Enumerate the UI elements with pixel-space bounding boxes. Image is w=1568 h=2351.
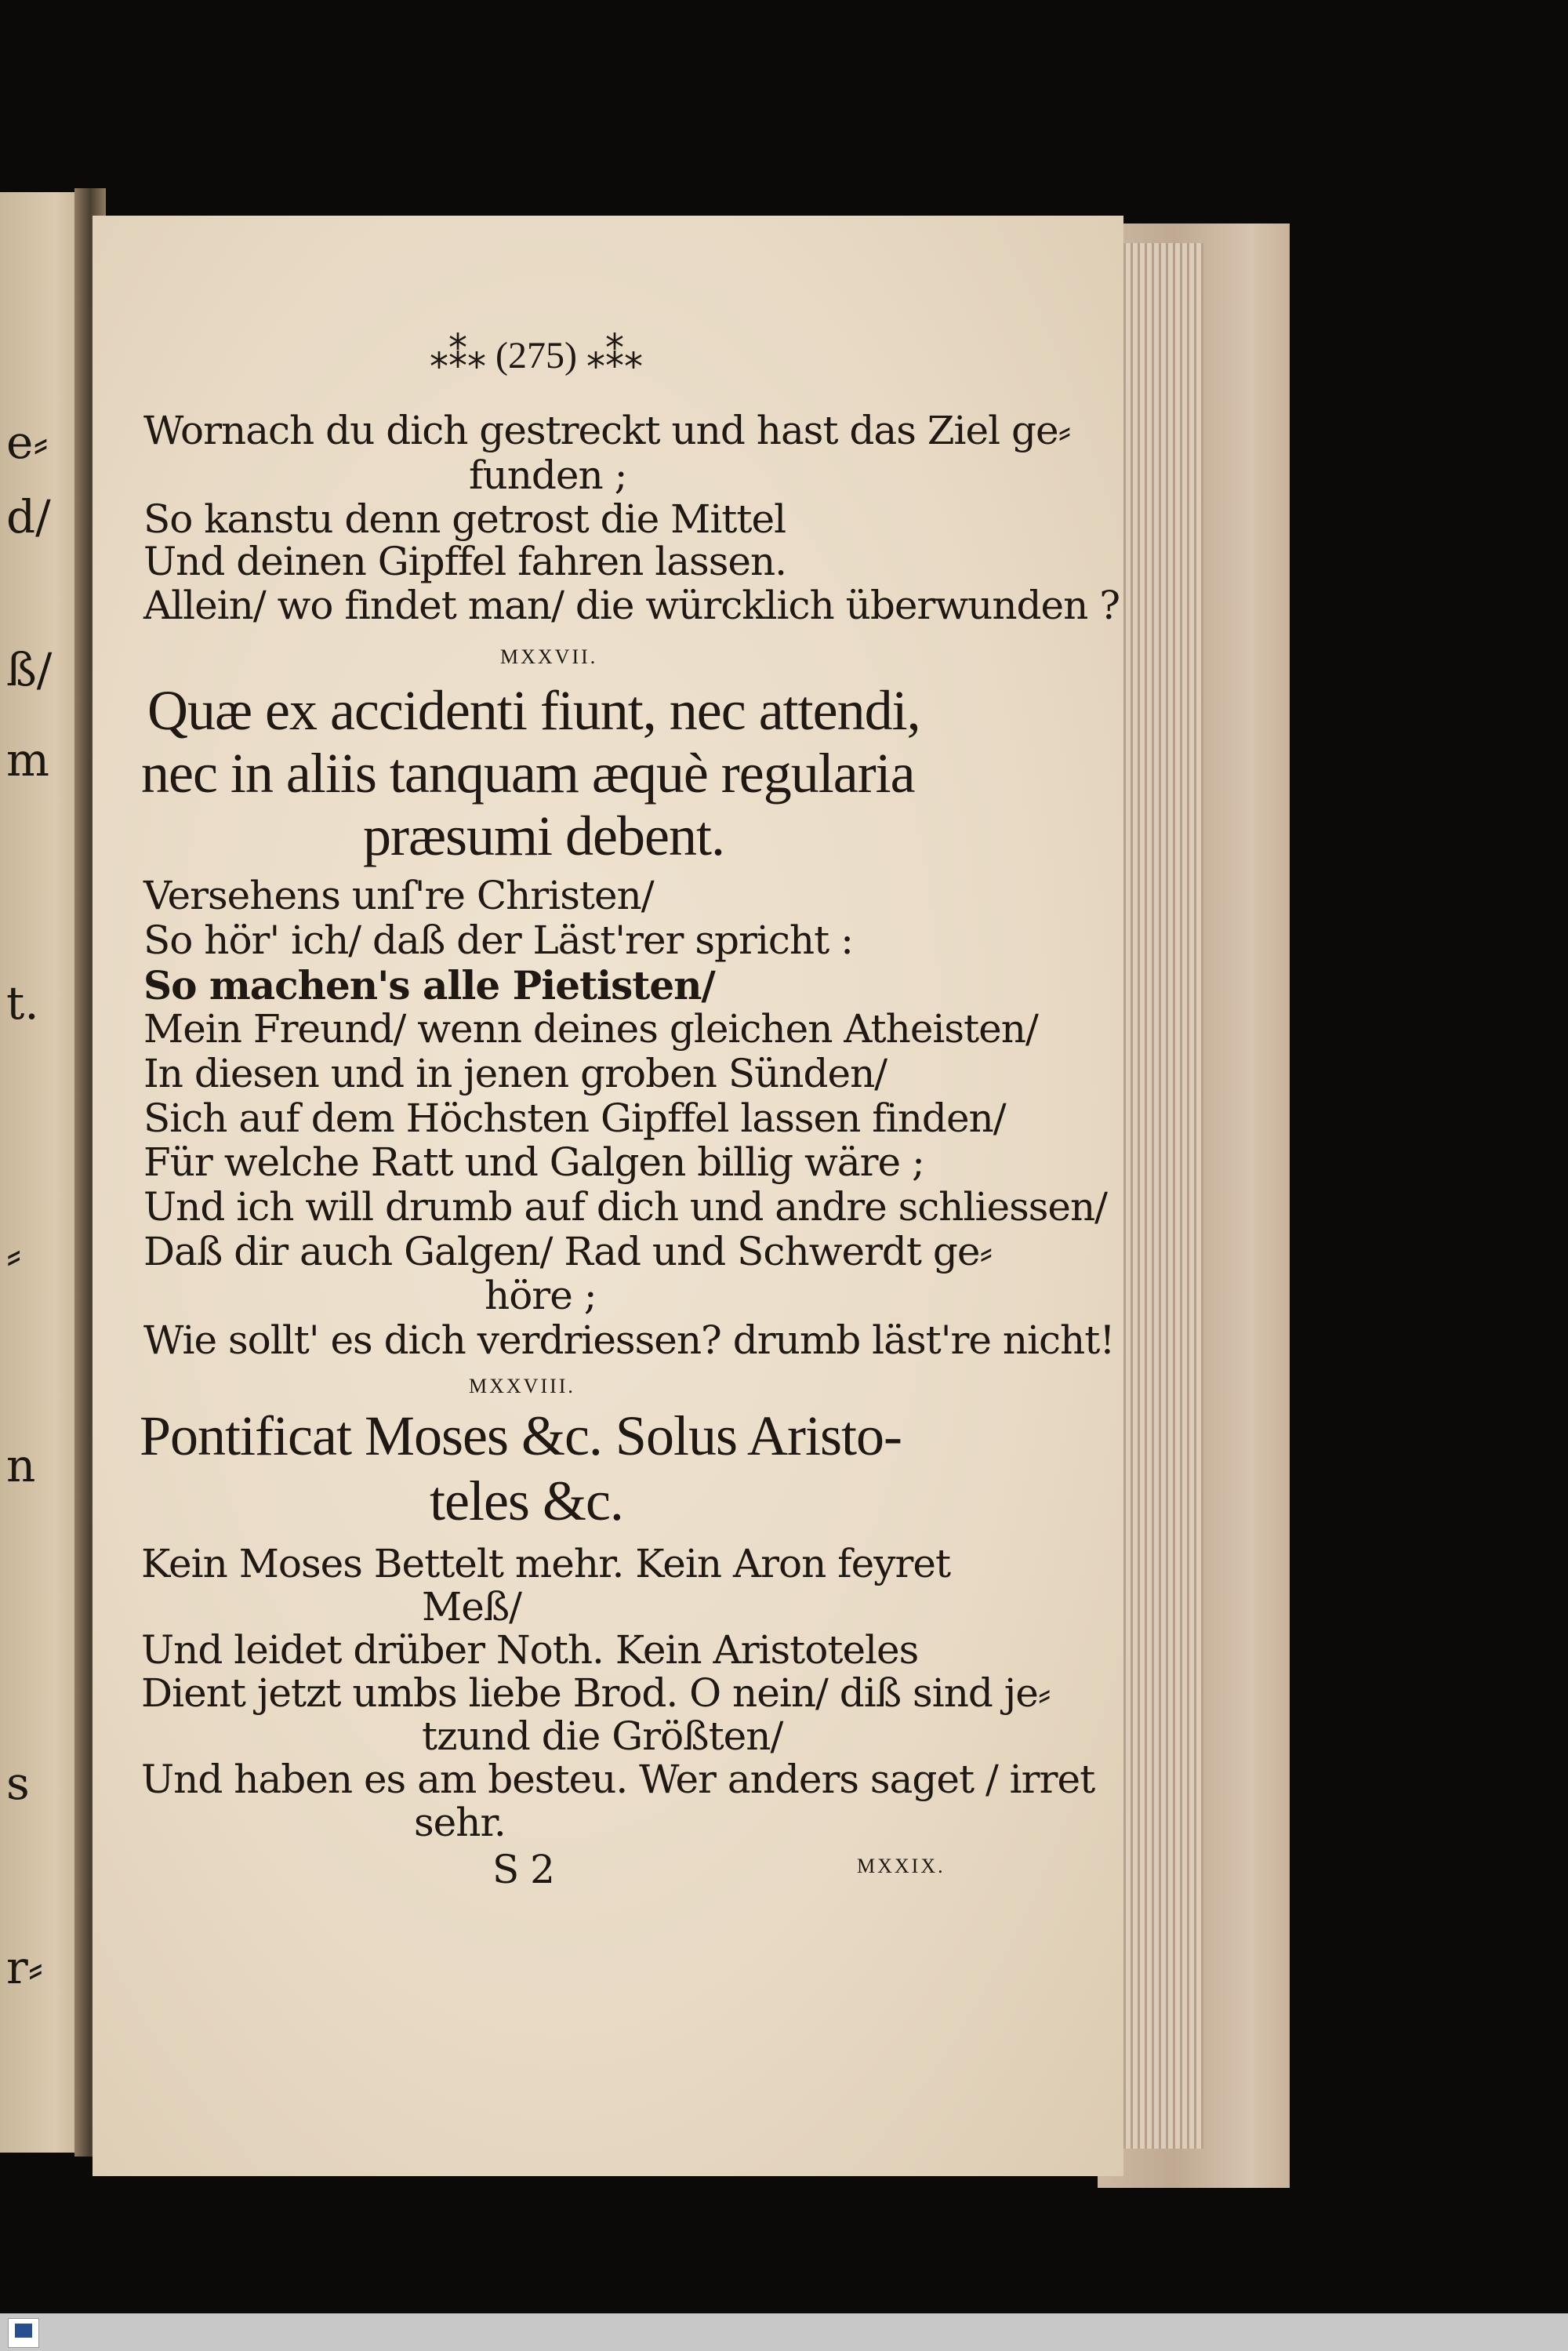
section-heading-line: præsumi debent. (363, 805, 724, 867)
page-number: ⁎⁑⁎ (275) ⁎⁑⁎ (430, 335, 643, 376)
verse-line: Daß dir auch Galgen/ Rad und Schwerdt ge⸗ (143, 1229, 993, 1274)
verse-line: höre ; (485, 1273, 597, 1318)
verse-line: sehr. (414, 1800, 506, 1845)
verse-line: Mein Freund/ wenn deines gleichen Atheisten/ (143, 1006, 1038, 1052)
verse-line: Sich auf dem Höchsten Gipffel lassen finden/ (143, 1096, 1006, 1141)
verse-line: tzund die Größten/ (422, 1713, 783, 1759)
verse-line: funden ; (469, 452, 627, 498)
section-heading-line: nec in aliis tanquam æquè regularia (141, 742, 915, 805)
verse-line: Dient jetzt umbs liebe Brod. O nein/ diß sind je⸗ (141, 1670, 1051, 1716)
verse-line-bold: So machen's alle Pietisten/ (143, 962, 715, 1008)
left-margin-fragment: e⸗ (6, 416, 49, 469)
section-heading-line: Pontificat Moses &c. Solus Aristo- (140, 1404, 902, 1467)
left-margin-fragment: d/ (6, 490, 51, 543)
catchword: MXXIX. (857, 1855, 946, 1877)
book-page (93, 216, 1123, 2176)
section-number: MXXVII. (500, 645, 598, 668)
left-margin-fragment: t. (6, 976, 39, 1030)
viewer-footer-bar (0, 2313, 1568, 2351)
library-logo-icon (8, 2318, 39, 2348)
verse-line: Versehens unſ're Christen/ (143, 873, 654, 918)
verse-line: Und haben es am besteu. Wer anders saget / irret (141, 1757, 1095, 1802)
section-number: MXXVIII. (469, 1375, 575, 1397)
left-margin-fragment: m (6, 733, 49, 787)
verse-line: Allein/ wo findet man/ die würcklich überwunden ? (143, 583, 1120, 628)
verse-line: Wie sollt' es dich verdriessen? drumb läst're nicht! (143, 1317, 1115, 1363)
verse-line: Meß/ (422, 1584, 522, 1630)
section-heading-line: teles &c. (430, 1470, 623, 1532)
verse-line: So kanstu denn getrost die Mittel (143, 496, 786, 542)
section-heading-line: Quæ ex accidenti fiunt, nec attendi, (147, 679, 920, 742)
verse-line: Und ich will drumb auf dich und andre schliessen/ (143, 1184, 1108, 1230)
verse-line: In diesen und in jenen groben Sünden/ (143, 1051, 887, 1096)
verse-line: Kein Moses Bettelt mehr. Kein Aron feyret (141, 1541, 951, 1586)
left-margin-fragment: r⸗ (6, 1941, 44, 1994)
left-margin-fragment: ⸗ (6, 1227, 22, 1281)
verse-line: Wornach du dich gestreckt und hast das Ziel ge⸗ (143, 408, 1071, 453)
verse-line: Und deinen Gipffel fahren lassen. (143, 539, 787, 584)
verse-line: Und leidet drüber Noth. Kein Aristoteles (141, 1627, 919, 1673)
left-margin-fragment: ß/ (6, 643, 53, 696)
left-margin-fragment: n (6, 1439, 36, 1492)
left-margin-fragment: s (6, 1757, 30, 1810)
verse-line: So hör' ich/ daß der Läst'rer spricht : (143, 918, 853, 963)
verse-line: Für welche Ratt und Galgen billig wäre ; (143, 1139, 924, 1185)
page-stack-lines (1109, 243, 1203, 2149)
signature-mark: S 2 (492, 1847, 554, 1892)
